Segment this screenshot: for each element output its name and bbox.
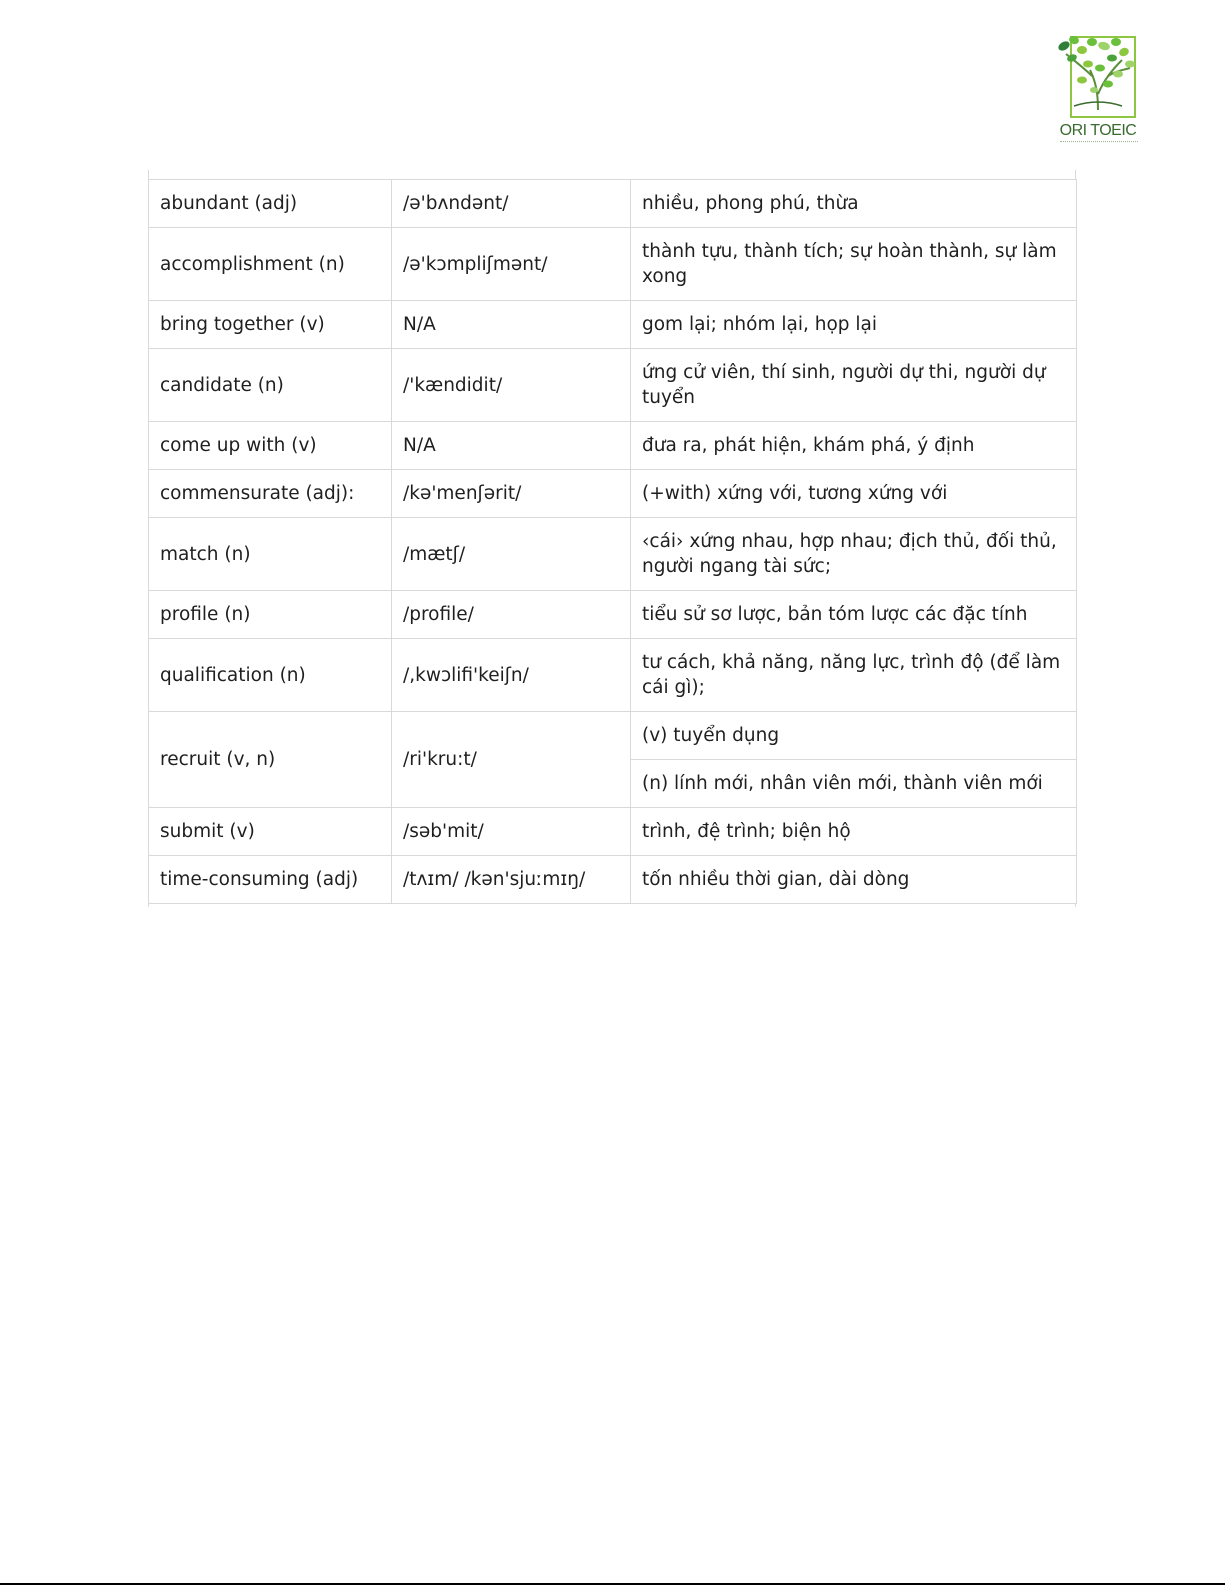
- vocab-word: match (n): [149, 518, 392, 591]
- vocab-word: bring together (v): [149, 301, 392, 349]
- table-row: [149, 301, 1077, 349]
- vocab-meaning: trình, đệ trình; biện hộ: [631, 808, 1077, 856]
- vocab-pronunciation: /mætʃ/: [392, 518, 631, 591]
- table-row: [149, 470, 1077, 518]
- table-row: [149, 228, 1077, 301]
- vocab-pronunciation: /kə'menʃərit/: [392, 470, 631, 518]
- vocab-word: come up with (v): [149, 422, 392, 470]
- vocab-meaning: (v) tuyển dụng: [631, 712, 1077, 760]
- table-row: [149, 422, 1077, 470]
- table-row: [149, 808, 1077, 856]
- vocabulary-table-container: [148, 170, 1076, 907]
- vocab-word: profile (n): [149, 591, 392, 639]
- table-row: [149, 591, 1077, 639]
- logo-text: ORI TOEIC: [1059, 122, 1137, 139]
- vocab-pronunciation: /ə'bʌndənt/: [392, 180, 631, 228]
- vocab-meaning: đưa ra, phát hiện, khám phá, ý định: [631, 422, 1077, 470]
- vocab-meaning: tư cách, khả năng, năng lực, trình độ (để làm cái gì);: [631, 639, 1077, 712]
- vocab-meaning: ứng cử viên, thí sinh, người dự thi, người dự tuyển: [631, 349, 1077, 422]
- vocab-meaning: gom lại; nhóm lại, họp lại: [631, 301, 1077, 349]
- vocab-word: candidate (n): [149, 349, 392, 422]
- vocab-word: accomplishment (n): [149, 228, 392, 301]
- vocab-word: recruit (v, n): [149, 712, 392, 808]
- vocab-word: commensurate (adj):: [149, 470, 392, 518]
- table-row: [149, 712, 1077, 760]
- vocab-pronunciation: N/A: [392, 301, 631, 349]
- table-row: [149, 180, 1077, 228]
- vocab-pronunciation: /,kwɔlifi'keiʃn/: [392, 639, 631, 712]
- table-row: [149, 349, 1077, 422]
- logo-tagline-mark: [1060, 141, 1138, 145]
- table-top-edge: [148, 170, 1076, 179]
- vocabulary-table-body: [149, 180, 1077, 904]
- vocab-word: qualification (n): [149, 639, 392, 712]
- vocab-meaning: (n) lính mới, nhân viên mới, thành viên mới: [631, 760, 1077, 808]
- vocab-pronunciation: /ə'kɔmpliʃmənt/: [392, 228, 631, 301]
- vocab-pronunciation: /profile/: [392, 591, 631, 639]
- vocab-meaning: nhiều, phong phú, thừa: [631, 180, 1077, 228]
- vocab-word: abundant (adj): [149, 180, 392, 228]
- vocab-meaning: ‹cái› xứng nhau, hợp nhau; địch thủ, đối thủ, người ngang tài sức;: [631, 518, 1077, 591]
- vocab-word: submit (v): [149, 808, 392, 856]
- vocab-pronunciation: /ri'kru:t/: [392, 712, 631, 808]
- vocab-pronunciation: N/A: [392, 422, 631, 470]
- table-row: [149, 518, 1077, 591]
- vocab-word: time-consuming (adj): [149, 856, 392, 904]
- ori-toeic-logo: [1052, 24, 1144, 148]
- vocab-meaning: (+with) xứng với, tương xứng với: [631, 470, 1077, 518]
- table-row: [149, 856, 1077, 904]
- table-row: [149, 639, 1077, 712]
- vocab-pronunciation: /səb'mit/: [392, 808, 631, 856]
- table-bottom-edge: [148, 904, 1076, 907]
- tree-icon: [1052, 24, 1144, 124]
- vocab-meaning: tốn nhiều thời gian, dài dòng: [631, 856, 1077, 904]
- vocab-meaning: thành tựu, thành tích; sự hoàn thành, sự làm xong: [631, 228, 1077, 301]
- vocab-meaning: tiểu sử sơ lược, bản tóm lược các đặc tính: [631, 591, 1077, 639]
- vocab-pronunciation: /tʌɪm/ /kən'sjuːmɪŋ/: [392, 856, 631, 904]
- vocabulary-table: [148, 179, 1077, 904]
- vocab-pronunciation: /'kændidit/: [392, 349, 631, 422]
